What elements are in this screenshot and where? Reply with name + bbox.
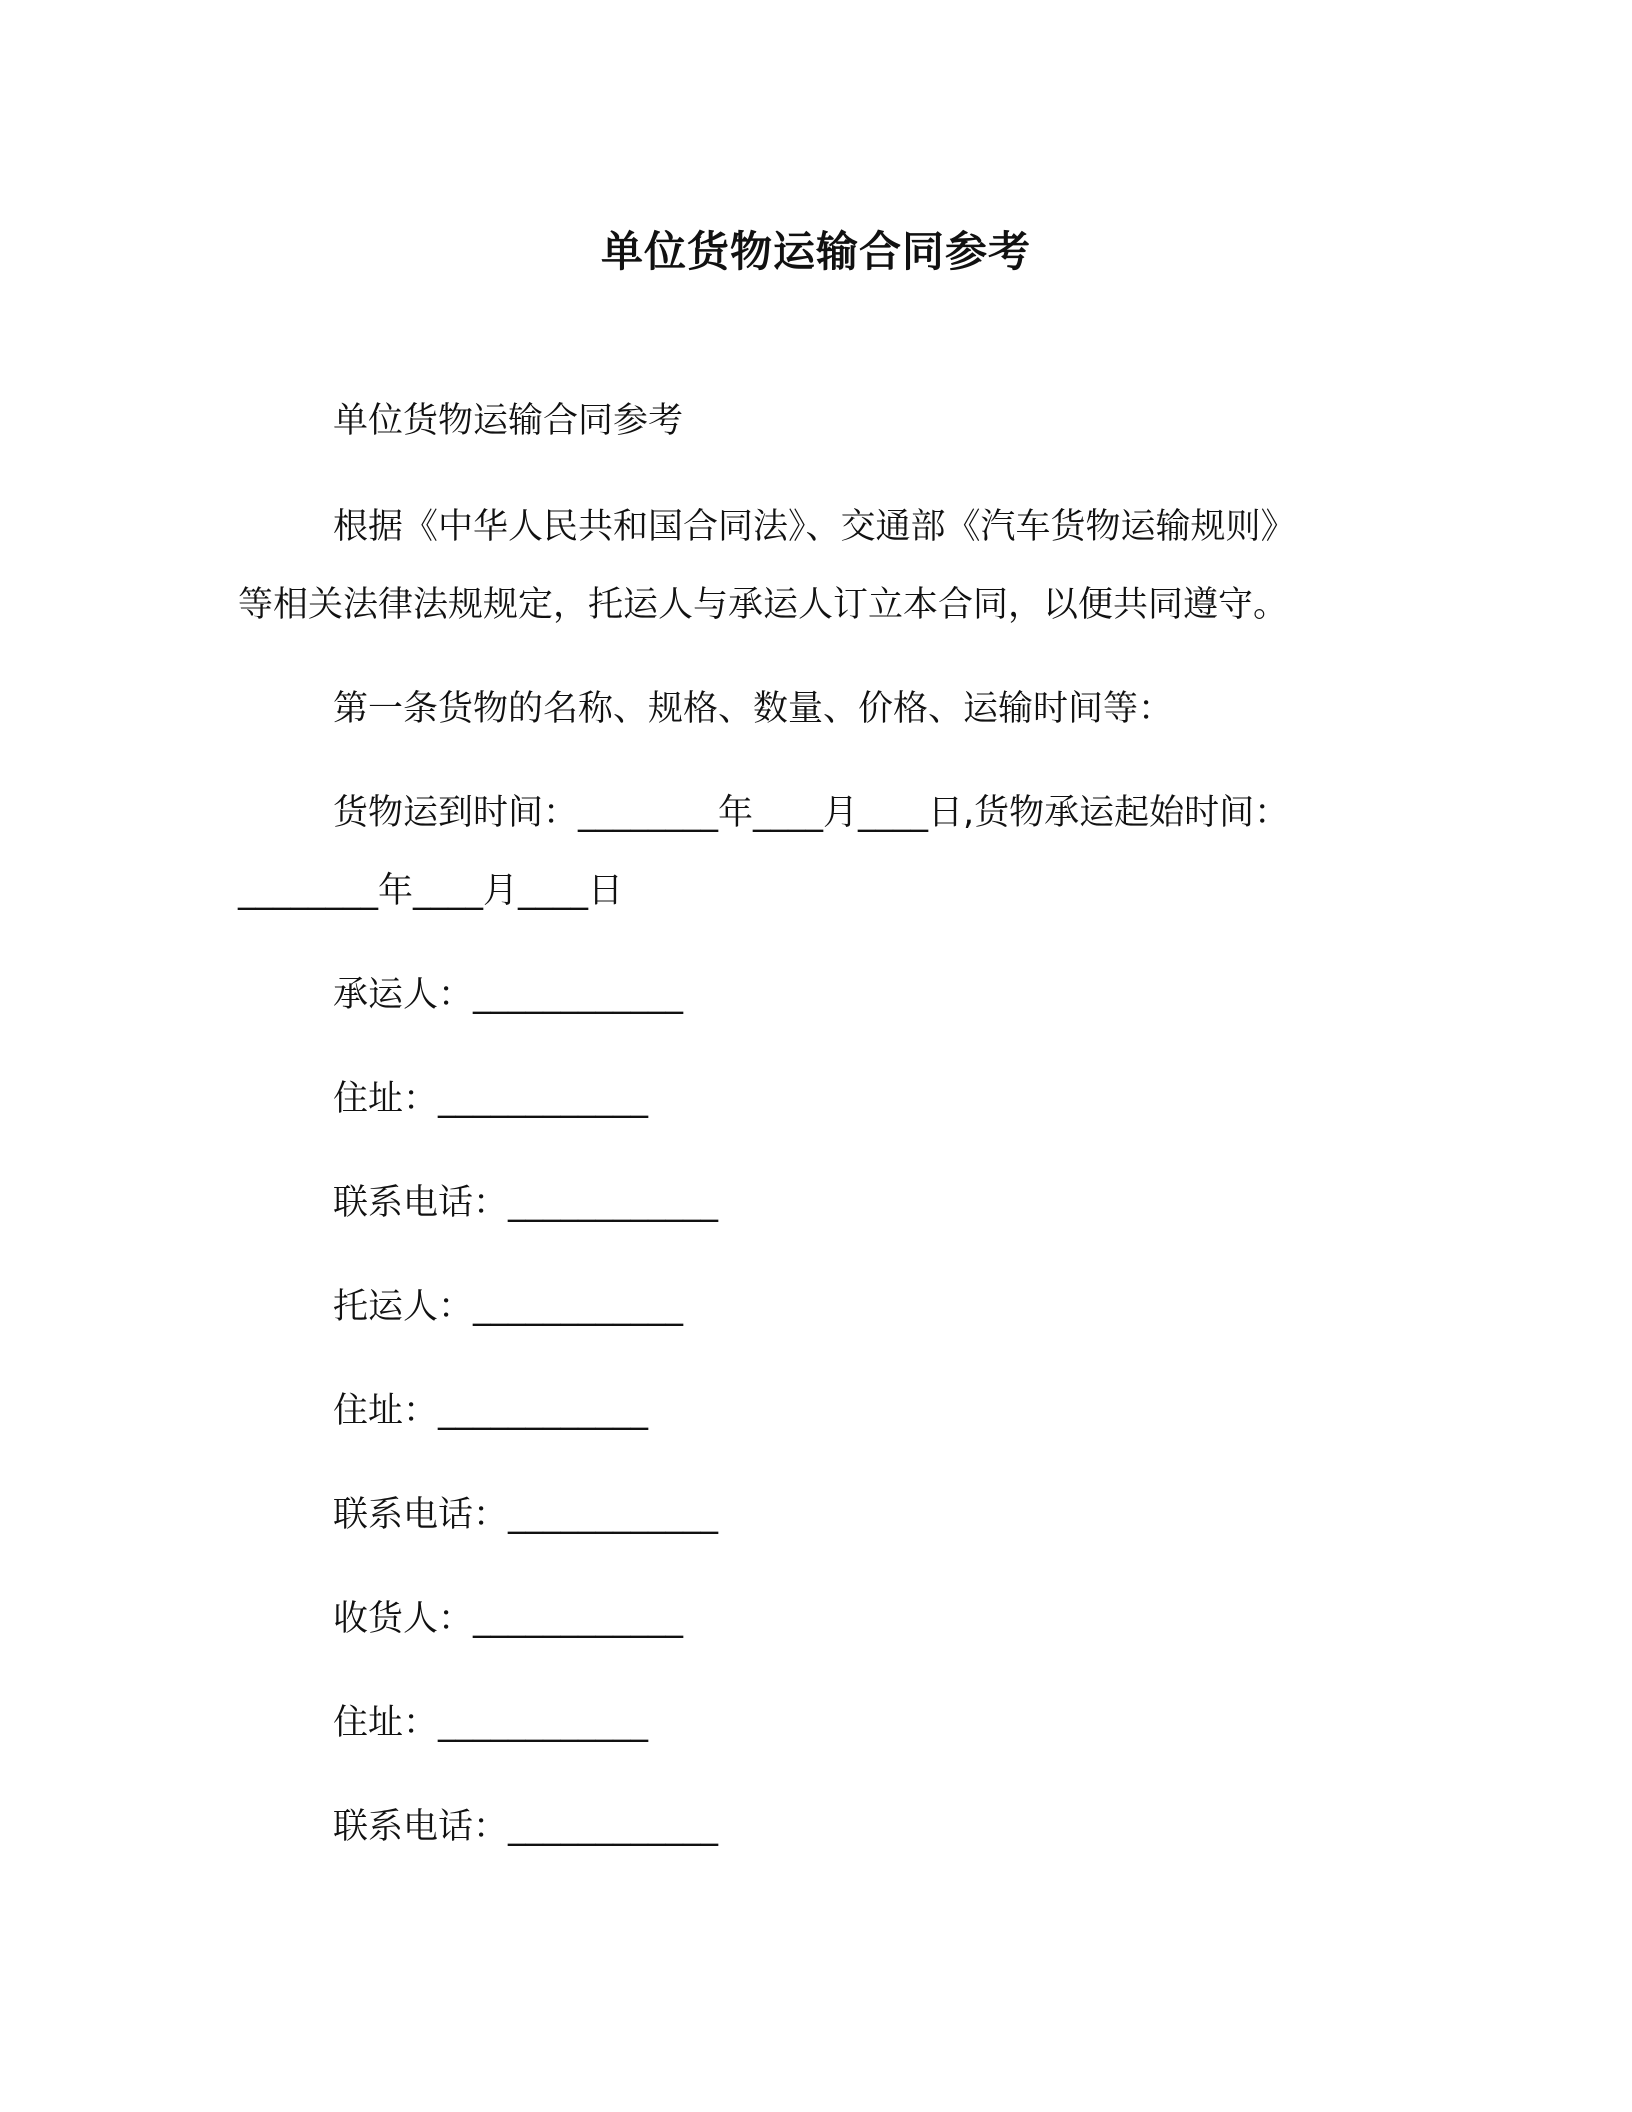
delivery-time-line-2: ________年____月____日 xyxy=(238,871,624,911)
document-subtitle: 单位货物运输合同参考 xyxy=(333,401,684,441)
consignee-name-field: 收货人：____________ xyxy=(333,1599,684,1639)
consignee-phone-field: 联系电话：____________ xyxy=(333,1807,719,1847)
shipper-address-field: 住址：____________ xyxy=(333,1391,649,1431)
shipper-name-field: 托运人：____________ xyxy=(333,1287,684,1327)
document-title: 单位货物运输合同参考 xyxy=(600,227,1031,276)
intro-paragraph-line-2: 等相关法律法规规定，托运人与承运人订立本合同，以便共同遵守。 xyxy=(238,585,1289,625)
carrier-address-field: 住址：____________ xyxy=(333,1079,649,1119)
shipper-phone-field: 联系电话：____________ xyxy=(333,1495,719,1535)
article-1-heading: 第一条货物的名称、规格、数量、价格、运输时间等： xyxy=(333,689,1174,729)
carrier-phone-field: 联系电话：____________ xyxy=(333,1183,719,1223)
consignee-address-field: 住址：____________ xyxy=(333,1703,649,1743)
carrier-name-field: 承运人：____________ xyxy=(333,975,684,1015)
intro-paragraph-line-1: 根据《中华人民共和国合同法》、交通部《汽车货物运输规则》 xyxy=(333,507,1296,547)
delivery-time-line-1: 货物运到时间：________年____月____日,货物承运起始时间： xyxy=(333,793,1290,833)
